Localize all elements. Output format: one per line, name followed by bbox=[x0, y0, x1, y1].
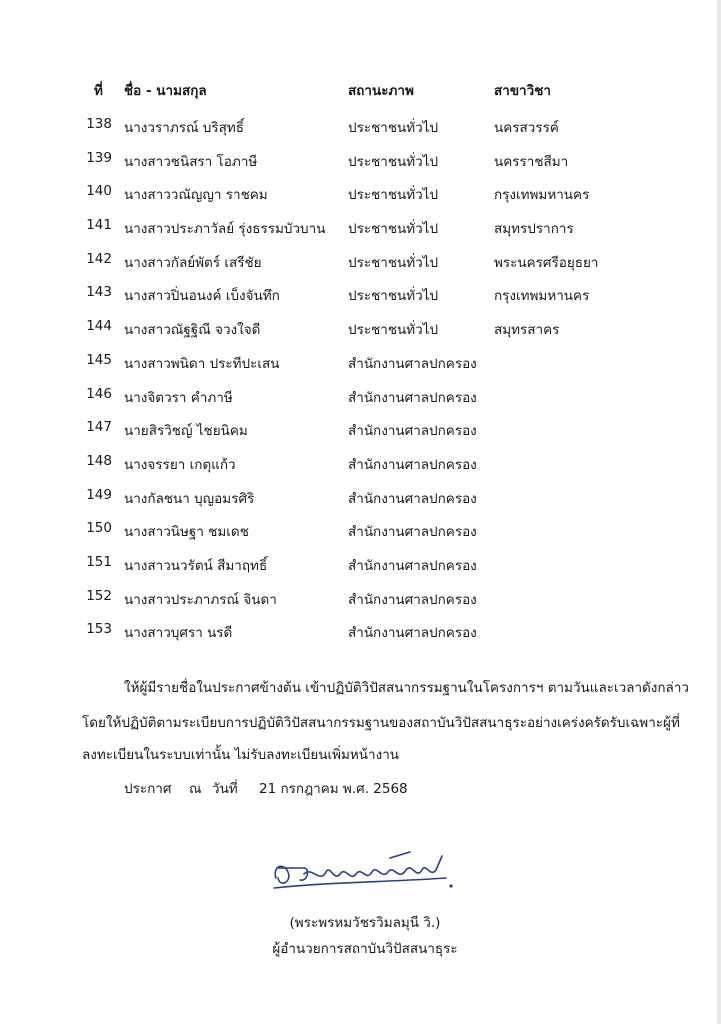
row-status: สำนักงานศาลปกครอง bbox=[348, 591, 477, 608]
row-status: สำนักงานศาลปกครอง bbox=[348, 456, 477, 473]
table-row bbox=[0, 419, 721, 453]
row-branch: พระนครศรีอยุธยา bbox=[494, 254, 599, 271]
signatory-name: (พระพรหมวัชรวิมลมุนี วิ.) bbox=[289, 915, 441, 931]
header-name: ชื่อ - นามสกุล bbox=[124, 83, 207, 99]
name-list bbox=[0, 116, 721, 655]
row-branch: สมุทรปราการ bbox=[494, 221, 574, 238]
row-name: นางสาวบุศรา นรดี bbox=[124, 625, 233, 642]
row-branch: นครสวรรค์ bbox=[494, 120, 559, 136]
announce-label: ประกาศ bbox=[124, 781, 172, 797]
row-status: สำนักงานศาลปกครอง bbox=[348, 557, 477, 574]
row-number: 151 bbox=[86, 553, 112, 570]
row-number: 147 bbox=[86, 419, 112, 436]
table-row bbox=[0, 520, 721, 554]
table-row bbox=[0, 116, 721, 150]
row-name: นางสาวพนิดา ประทีปะเสน bbox=[124, 355, 280, 372]
signature-image bbox=[270, 848, 460, 900]
row-number: 141 bbox=[86, 217, 112, 234]
announce-on: ณ bbox=[189, 781, 202, 797]
row-name: นางวราภรณ์ บริสุทธิ์ bbox=[124, 120, 244, 136]
row-name: นางสาวปิ่นอนงค์ เบ็งจันทึก bbox=[124, 288, 280, 305]
row-name: นางสาวณัฐฐิณี จวงใจดี bbox=[124, 322, 261, 339]
table-row bbox=[0, 183, 721, 217]
row-status: สำนักงานศาลปกครอง bbox=[348, 490, 477, 507]
row-name: นางกัลชนา บุญอมรศิริ bbox=[124, 490, 255, 507]
row-branch: นครราชสีมา bbox=[494, 153, 569, 170]
announce-day-label: วันที่ bbox=[212, 781, 238, 797]
row-number: 140 bbox=[86, 183, 112, 200]
header-no: ที่ bbox=[94, 83, 103, 99]
table-row bbox=[0, 150, 721, 184]
table-row bbox=[0, 318, 721, 352]
row-number: 142 bbox=[86, 250, 112, 267]
row-status: ประชาชนทั่วไป bbox=[348, 187, 439, 204]
row-number: 148 bbox=[86, 452, 112, 469]
row-name: นายสิรวิชญ์ ไชยนิคม bbox=[124, 423, 248, 440]
row-status: ประชาชนทั่วไป bbox=[348, 322, 439, 339]
row-number: 145 bbox=[86, 351, 112, 368]
table-row bbox=[0, 554, 721, 588]
row-name: นางสาวชนิสรา โอภาษี bbox=[124, 153, 258, 170]
table-row bbox=[0, 284, 721, 318]
row-name: นางสาวนิษฐา ชมเดช bbox=[124, 524, 249, 541]
table-row bbox=[0, 588, 721, 622]
row-number: 149 bbox=[86, 486, 112, 503]
row-name: นางสาววณัญญา ราชคม bbox=[124, 187, 268, 204]
header-branch: สาขาวิชา bbox=[494, 83, 551, 99]
row-number: 152 bbox=[86, 587, 112, 604]
table-row bbox=[0, 621, 721, 655]
signatory-title: ผู้อำนวยการสถาบันวิปัสสนาธุระ bbox=[272, 941, 458, 957]
table-row bbox=[0, 487, 721, 521]
notice-line-1: ให้ผู้มีรายชื่อในประกาศข้างต้น เข้าปฏิบัติวิปัสสนากรรมฐานในโครงการฯ ตามวันและเวลาดังกล่าว bbox=[124, 680, 689, 696]
row-branch: กรุงเทพมหานคร bbox=[494, 187, 590, 204]
row-number: 153 bbox=[86, 621, 112, 638]
row-status: สำนักงานศาลปกครอง bbox=[348, 355, 477, 372]
header-status: สถานะภาพ bbox=[348, 83, 414, 99]
row-status: สำนักงานศาลปกครอง bbox=[348, 423, 477, 440]
row-name: นางจรรยา เกตุแก้ว bbox=[124, 456, 236, 473]
table-row bbox=[0, 352, 721, 386]
row-status: สำนักงานศาลปกครอง bbox=[348, 524, 477, 541]
row-status: ประชาชนทั่วไป bbox=[348, 120, 439, 136]
row-name: นางสาวประภาวัลย์ รุ่งธรรมบัวบาน bbox=[124, 221, 326, 238]
row-status: สำนักงานศาลปกครอง bbox=[348, 625, 477, 642]
table-row bbox=[0, 217, 721, 251]
row-number: 146 bbox=[86, 385, 112, 402]
row-number: 139 bbox=[86, 149, 112, 166]
row-status: ประชาชนทั่วไป bbox=[348, 221, 439, 238]
table-row bbox=[0, 453, 721, 487]
row-status: สำนักงานศาลปกครอง bbox=[348, 389, 477, 406]
notice-line-3: ลงทะเบียนในระบบเท่านั้น ไม่รับลงทะเบียนเพิ่มหน้างาน bbox=[82, 747, 400, 763]
row-status: ประชาชนทั่วไป bbox=[348, 254, 439, 271]
table-row bbox=[0, 251, 721, 285]
row-branch: กรุงเทพมหานคร bbox=[494, 288, 590, 305]
row-name: นางสาวนวรัตน์ สีมาฤทธิ์ bbox=[124, 557, 268, 574]
row-name: นางจิตวรา คำภาษี bbox=[124, 389, 233, 406]
row-number: 150 bbox=[86, 520, 112, 537]
row-status: ประชาชนทั่วไป bbox=[348, 288, 439, 305]
announce-date: 21 กรกฎาคม พ.ศ. 2568 bbox=[259, 781, 408, 797]
row-name: นางสาวประภาภรณ์ จินดา bbox=[124, 591, 277, 608]
row-number: 143 bbox=[86, 284, 112, 301]
table-row bbox=[0, 386, 721, 420]
row-number: 144 bbox=[86, 318, 112, 335]
row-number: 138 bbox=[86, 116, 112, 132]
row-name: นางสาวกัลย์พัตร์ เสรีชัย bbox=[124, 254, 262, 271]
row-status: ประชาชนทั่วไป bbox=[348, 153, 439, 170]
notice-line-2: โดยให้ปฏิบัติตามระเบียบการปฏิบัติวิปัสสนากรรมฐานของสถาบันวิปัสสนาธุระอย่างเคร่งครัดรับเฉพาะผู้ที่ bbox=[82, 715, 680, 731]
row-branch: สมุทรสาคร bbox=[494, 322, 560, 339]
